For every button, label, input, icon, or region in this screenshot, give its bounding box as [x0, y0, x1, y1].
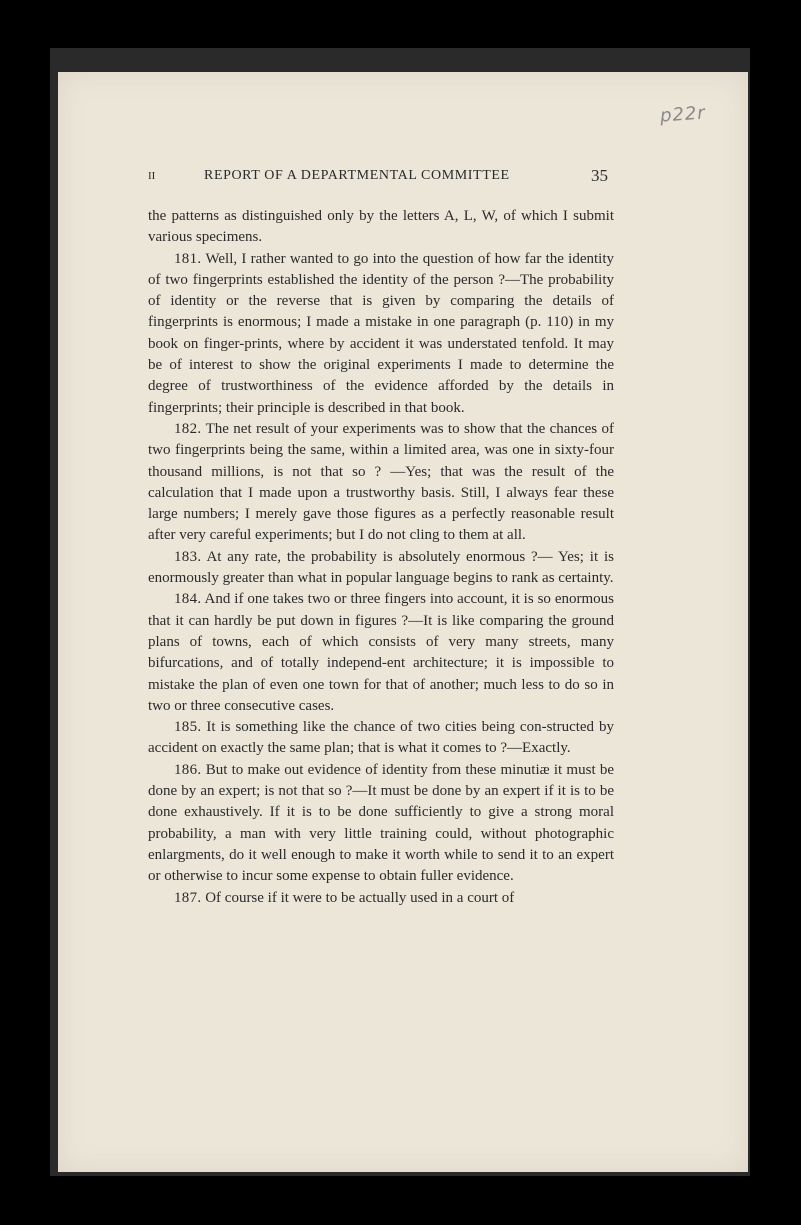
paragraph-184: [148, 589, 614, 717]
paragraph-text: The net result of your experiments was to show that the chances of two fingerprints being the same, within a limited area, was one in sixty-four thousand millions, is not that so ? —Yes; that was the result of the calculation that I made upon a trustworthy basis. Still, I always fear these large numbers; I merely gave those figures as a perfectly reasonable result after very careful experiments; but I do not cling to them at all.: [148, 420, 614, 544]
paragraph-number: 183.: [174, 548, 202, 565]
paragraph-text: But to make out evidence of identity from these minutiæ it must be done by an expert; is not that so ?—It must be done by an expert if it is to be done exhaustively. If it is to be done sufficiently to give a strong moral probability, a man with very little training could, without photographic enlargments, do it well enough to make it worth while to send it to an expert or otherwise to incur some expense to obtain fuller evidence.: [148, 761, 615, 885]
paragraph-text: the patterns as distinguished only by the letters A, L, W, of which I submit various specimens.: [148, 208, 614, 246]
paragraph-text: And if one takes two or three fingers into account, it is so enormous that it can hardly be put down in figures ?—It is like comparing the ground plans of towns, each of which consists of very many streets, many bifurcations, and of totally independ-ent architecture; it is impossible to mistake the plan of even one town for that of another; much less to do so in two or three consecutive cases.: [148, 591, 614, 714]
paragraph-number: 182.: [174, 420, 202, 437]
paragraph-continuation: [148, 206, 614, 249]
paragraph-text: Well, I rather wanted to go into the question of how far the identity of two fingerprints established the identity of the person ?—The probability of identity or the reverse that is given by comparing the details of fingerprints is enormous; I made a mistake in one paragraph (p. 110) in my book on finger-prints, where by accident it was understated tenfold. It may be of interest to show the original experiments I made to determine the degree of trustworthiness of the evidence afforded by the details in fingerprints; their principle is described in that book.: [148, 250, 614, 416]
paragraph-number: 187.: [174, 889, 202, 906]
paragraph-185: [148, 717, 614, 760]
paragraph-183: [148, 547, 614, 590]
running-header: [148, 168, 608, 190]
paragraph-number: 186.: [174, 761, 202, 778]
header-title: REPORT OF A DEPARTMENTAL COMMITTEE: [204, 168, 510, 183]
handwritten-margin-note: p22r: [659, 102, 707, 127]
paragraph-number: 181.: [174, 250, 202, 267]
paragraph-text: At any rate, the probability is absolutely enormous ?— Yes; it is enormously greater than what in popular language begins to rank as certainty.: [148, 548, 614, 587]
paragraph-text: It is something like the chance of two cities being con-structed by accident on exactly the same plan; that is what it comes to ?—Exactly.: [148, 719, 615, 757]
paragraph-187: [148, 888, 614, 909]
paragraph-number: 184.: [174, 591, 202, 608]
body-text: [148, 206, 614, 909]
paragraph-number: 185.: [174, 719, 202, 736]
paragraph-text: Of course if it were to be actually used in a court of: [205, 889, 515, 906]
page-number: 35: [591, 166, 608, 185]
paragraph-182: [148, 419, 614, 547]
paragraph-186: [148, 760, 614, 888]
signature-mark: II: [148, 170, 156, 182]
paragraph-181: [148, 249, 614, 419]
